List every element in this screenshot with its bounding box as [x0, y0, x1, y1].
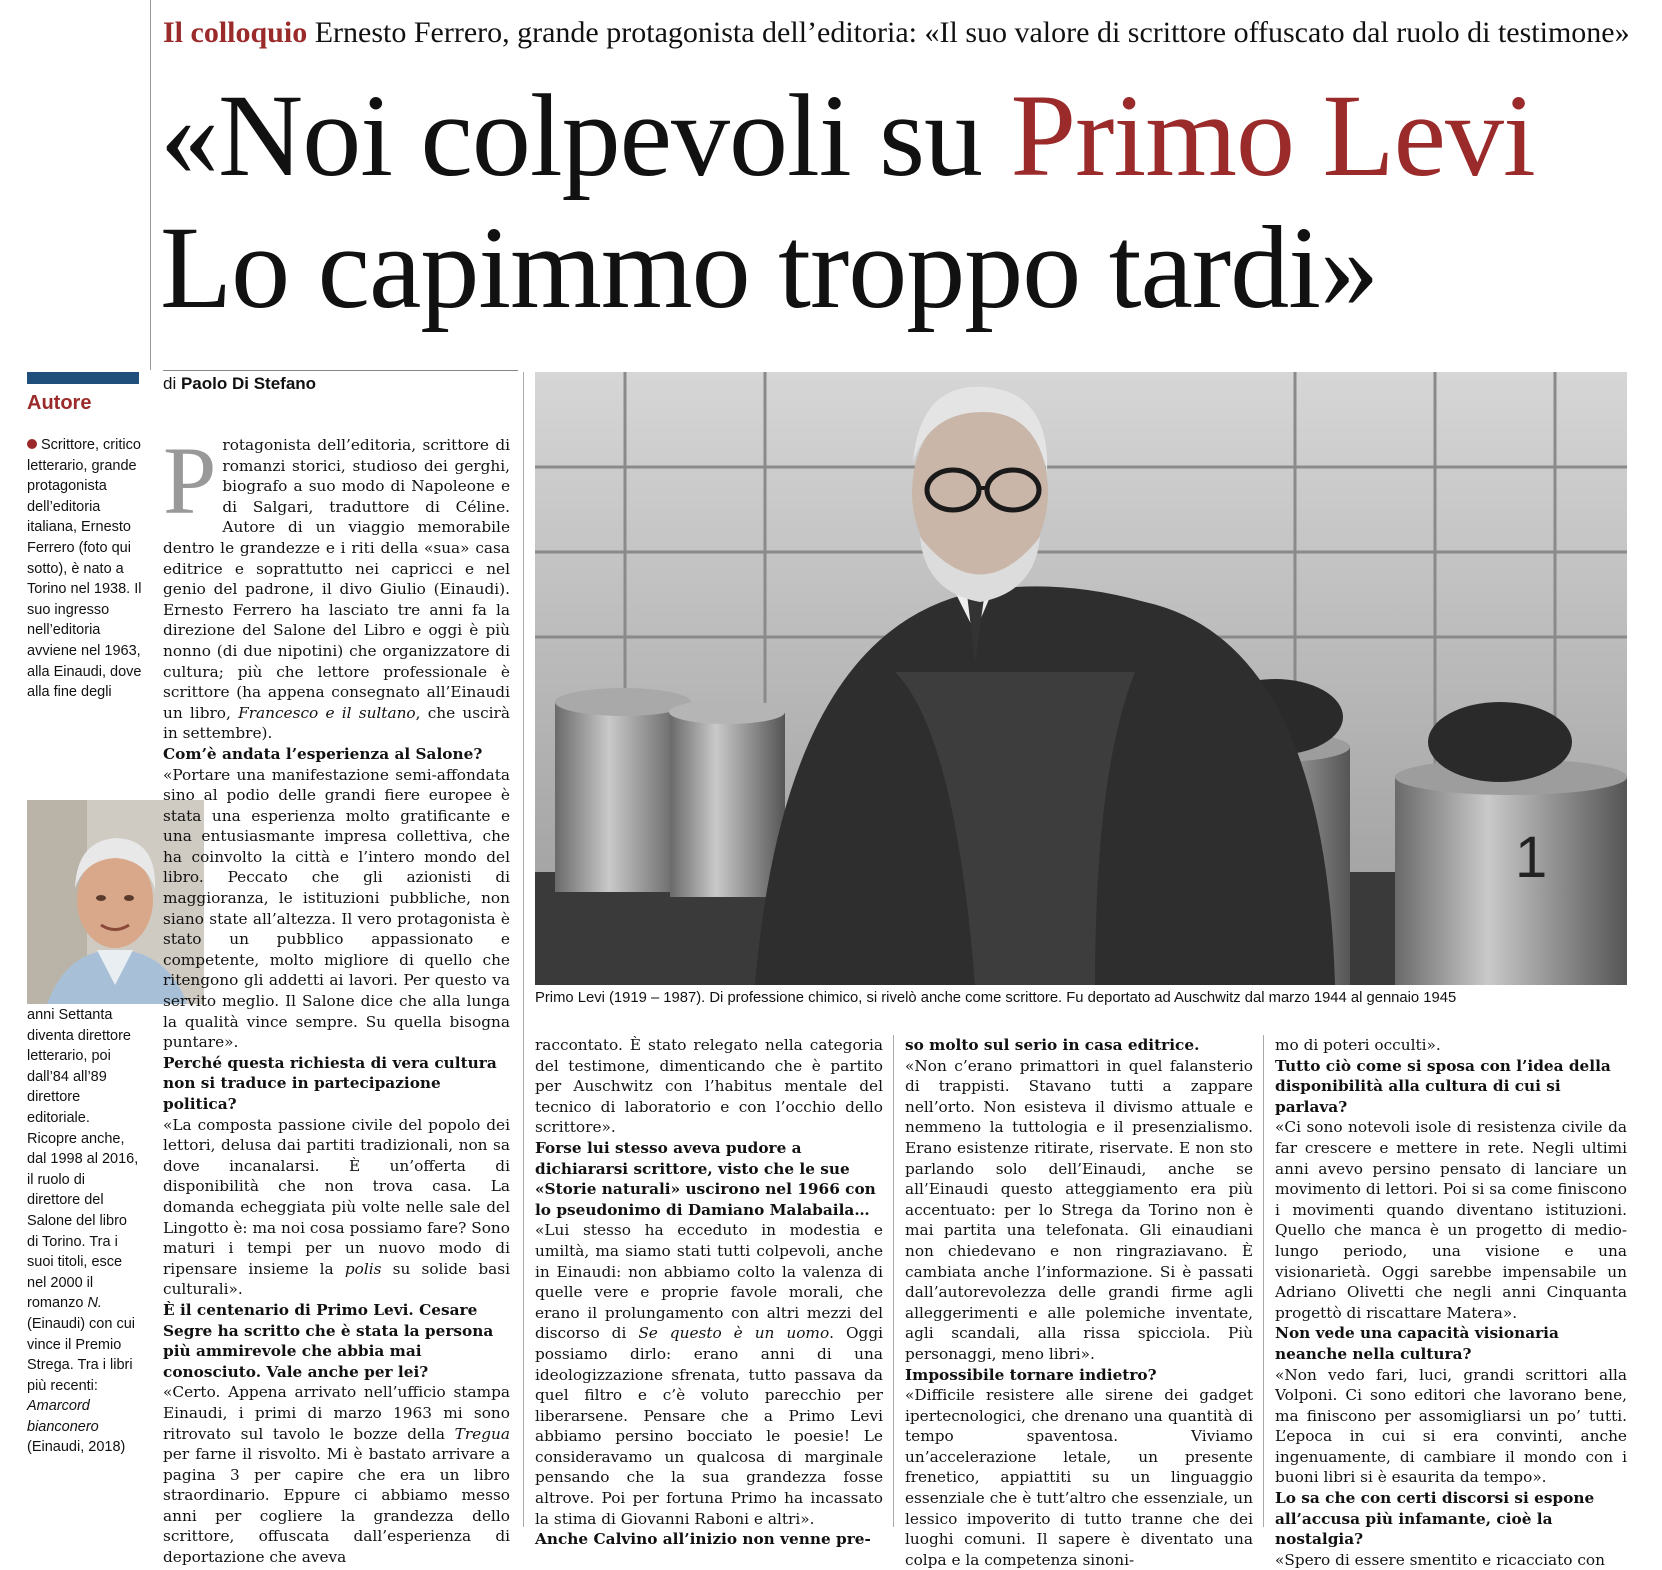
question-5: Anche Calvino all’inizio non venne pre- — [535, 1530, 871, 1549]
answer-5: «Non c’erano primattori in quel falansterio di trappisti. Stavano tutti a zappare nell’orto. Non esisteva il divismo attuale e nemmeno la tuttologia e il presenzialismo. Erano esistenze ritirate, riservate. E non sto parlando solo dell’Einaudi, anche se all’Einaudi questo atteggiamento era più accentuato: per lo Strega da Torino non è mai partita una telefonata. Gli einaudiani non chiedevano e non ringraziavano. È cambiata anche l’informazione. Si è passati dall’autorevolezza delle grandi firme agli alleggerimenti e alle polemiche inventate, agli scandali, alla rissa spicciola. Più personaggi, meno libri». — [905, 1056, 1253, 1363]
intro-text: rotagonista dell’editoria, scrittore di romanzi storici, studioso dei gerghi, biografo a suo modo di Napoleone e di Salgari, traduttore di Céline. Autore di un viaggio memorabile dentro le grandezze e i riti della «sua» casa editrice e soprattutto nei capricci e nel genio del padrone, il divo Giulio (Einaudi). Ernesto Ferrero ha lasciato tre anni fa la direzione del Salone del Libro e oggi è più nonno (di due nipotini) che organizzatore di cultura; più che lettore professionale è scrittore (ha appena consegnato all’Einaudi un libro, — [163, 436, 510, 722]
question-7: Tutto ciò come si sposa con l’idea della disponibilità alla cultura di cui si parlava? — [1275, 1056, 1611, 1116]
answer-3b: per farne il risvolto. Mi è bastato arrivare a pagina 3 per capire che era un libro straordinario. Eppure ci abbiamo messo anni per cogliere la grandezza dello scrittore, offuscata dall’esperienza di deportazione che aveva — [163, 1445, 510, 1567]
sidebar-book-title-2: Amarcord bianconero — [27, 1398, 99, 1435]
sidebar-book-title: N. — [87, 1295, 102, 1312]
photo-caption: Primo Levi (1919 – 1987). Di professione chimico, si rivelò anche come scrittore. Fu deportato ad Auschwitz dal marzo 1944 al gennaio 1945 — [535, 990, 1457, 1006]
answer-4b: . Oggi possiamo dirlo: erano anni di una ideologizzazione sfrenata, tutto passava da quel filtro e c’è voluto parecchio per liberarsene. Pensare che a Primo Levi abbiamo persino bocciato le poesie! Le consideravamo un qualcosa di marginale pensando che la sua grandezza fosse altrove. Poi per fortuna Primo ha incassato la stima di Giovanni Raboni e altri». — [535, 1324, 884, 1528]
question-3: È il centenario di Primo Levi. Cesare Segre ha scritto che è stata la persona più ammirevole che abbia mai conosciuto. Vale anche per lei? — [163, 1300, 494, 1381]
article-column-2 — [535, 1035, 884, 1549]
answer-8: «Non vedo fari, luci, grandi scrittori alla Volponi. Ci sono editori che lavorano bene, ma finiscono per assomigliarsi un po’ tutti. L’epoca in cui si era convinti, anche ingenuamente, di cambiare il mondo con i buoni libri si è esaurita da tempo». — [1275, 1365, 1627, 1487]
answer-3a: «Certo. Appena arrivato nell’ufficio stampa Einaudi, i primi di marzo 1963 mi sono ritrovato sul tavolo le bozze della — [163, 1383, 510, 1443]
answer-1: «Portare una manifestazione semi-affondata sino al podio delle grandi fiere europee è stata una esperienza molto gratificante e una entusiasmante impresa collettiva, che ha coinvolto la città e l’intero mondo del libro. Peccato che gli azionisti di maggioranza, le istituzioni pubbliche, non siano state all’altezza. Il vero protagonista è stato un pubblico appassionato e competente, molto migliore di quello che ritengono gli addetti ai lavori. Per questo va servito meglio. Il Salone dice che alla lunga la qualità vince sempre. Su quella bisogna puntare». — [163, 765, 510, 1052]
byline-rule — [163, 370, 518, 371]
question-6: Impossibile tornare indietro? — [905, 1365, 1157, 1384]
question-4: Forse lui stesso aveva pudore a dichiararsi scrittore, visto che le sue «Storie naturali» uscirono nel 1966 con lo pseudonimo di Damiano Malabaila… — [535, 1138, 876, 1219]
column-divider-1 — [523, 372, 524, 1527]
kicker-lead: Il colloquio — [163, 16, 308, 49]
answer-3-continued: raccontato. È stato relegato nella categoria del testimone, dimenticando che è partito per Auschwitz con l’habitus mentale del tecnico di laboratorio e con l’occhio dello scrittore». — [535, 1036, 883, 1137]
headline-part-a: «Noi colpevoli su — [160, 70, 1011, 201]
kicker-text: Ernesto Ferrero, grande protagonista dell’editoria: «Il suo valore di scrittore offuscato dal ruolo di testimone» — [307, 16, 1630, 49]
question-9: Lo sa che con certi discorsi si espone all’accusa più infamante, cioè la nostalgia? — [1275, 1489, 1595, 1549]
answer-9: «Spero di essere smentito e ricacciato con — [1275, 1550, 1605, 1569]
answer-6: «Difficile resistere alle sirene dei gadget ipertecnologici, che drenano una quantità di tempo spaventosa. Viviamo un’accelerazione letale, un presente frenetico, appiattiti su un linguaggio essenziale che è tutt’altro che essenziale, un lessico impoverito di tutto tranne che dei luoghi comuni. Il sapere è diventato una colpa e la competenza sinoni- — [905, 1386, 1253, 1569]
column-divider-3 — [1263, 1035, 1264, 1527]
headline-part-red: Primo Levi — [1010, 70, 1535, 201]
article-column-1 — [163, 427, 510, 1567]
article-column-4 — [1275, 1035, 1627, 1569]
sidebar-text-3: (Einaudi) con cui vince il Premio Strega. Tra i libri più recenti: — [27, 1315, 135, 1394]
sidebar-text-2: anni Settanta diventa direttore letterario, poi dall’84 all’89 direttore editoriale. Ricopre anche, dal 1998 al 2016, il ruolo di direttore del Salone del libro di Torino. Tra i suoi titoli, esce nel 2000 il romanzo — [27, 1007, 139, 1312]
lab-photo-illustration — [535, 372, 1627, 985]
answer-4-em: Se questo è un uomo — [638, 1324, 830, 1343]
answer-6-continued: mo di poteri occulti». — [1275, 1036, 1441, 1054]
headline — [160, 70, 1640, 334]
drop-cap: P — [163, 427, 217, 534]
question-1: Com’è andata l’esperienza al Salone? — [163, 744, 483, 763]
article-column-3 — [905, 1035, 1253, 1569]
sidebar-text-4: (Einaudi, 2018) — [27, 1439, 126, 1456]
byline-author: Paolo Di Stefano — [180, 374, 317, 393]
byline — [163, 374, 316, 394]
answer-3-em: Tregua — [454, 1424, 510, 1443]
answer-4a: «Lui stesso ha ecceduto in modestia e umiltà, ma siamo stati tutti colpevoli, anche in Einaudi: non abbiamo colto la valenza di quelle vere e proprie favole morali, che erano il prolungamento con altri mezzi del discorso di — [535, 1221, 883, 1343]
kicker — [163, 16, 1633, 50]
sidebar-bar — [27, 372, 139, 384]
sidebar-text-top — [27, 435, 142, 790]
intro-book-title: Francesco e il sultano — [238, 703, 416, 722]
intro-text-end: , che uscirà in settembre). — [163, 703, 510, 743]
answer-7: «Ci sono notevoli isole di resistenza civile da far crescere e mettere in rete. Negli ultimi anni avevo persino pensato di lanciare un movimento di lettori. Poi si sa come finiscono i movimenti quando diventano istituzioni. Quello che manca è un progetto di medio-lungo periodo, una visione e una visionarietà. Oggi sarebbe impensabile un Adriano Olivetti che negli anni Cinquanta progettò di riscattare Matera». — [1275, 1118, 1627, 1322]
answer-2-em: polis — [344, 1259, 382, 1278]
sidebar-text-bottom — [27, 1005, 142, 1525]
byline-prefix: di — [163, 374, 181, 393]
question-5-continued: so molto sul serio in casa editrice. — [905, 1036, 1200, 1054]
sidebar-text-1: Scrittore, critico letterario, grande protagonista dell’editoria italiana, Ernesto Ferrero (foto qui sotto), è nato a Torino nel 1938. Il suo ingresso nell’editoria avviene nel 1963, alla Einaudi, dove alla fine degli — [27, 437, 142, 701]
question-8: Non vede una capacità visionaria neanche nella cultura? — [1275, 1324, 1559, 1363]
sidebar-title: Autore — [27, 392, 92, 414]
answer-2b: su solide basi culturali». — [163, 1259, 510, 1299]
question-2: Perché questa richiesta di vera cultura non si traduce in partecipazione politica? — [163, 1053, 497, 1113]
headline-line-1 — [160, 70, 1640, 202]
flask-number: 1 — [1515, 825, 1548, 890]
primo-levi-photo — [535, 372, 1627, 985]
answer-2a: «La composta passione civile del popolo dei lettori, delusa dai partiti tradizionali, non sa dove incanalarsi. È un’offerta di disponibilità che non trova casa. La domanda echeggiata più volte nelle sale del Lingotto è: ma noi cosa possiamo fare? Sono maturi i tempi per un nuovo modo di ripensare insieme la — [163, 1115, 510, 1278]
header-rule — [150, 0, 151, 370]
headline-line-2: Lo capimmo troppo tardi» — [160, 202, 1378, 333]
column-divider-2 — [893, 1035, 894, 1527]
bullet-dot — [27, 439, 37, 449]
